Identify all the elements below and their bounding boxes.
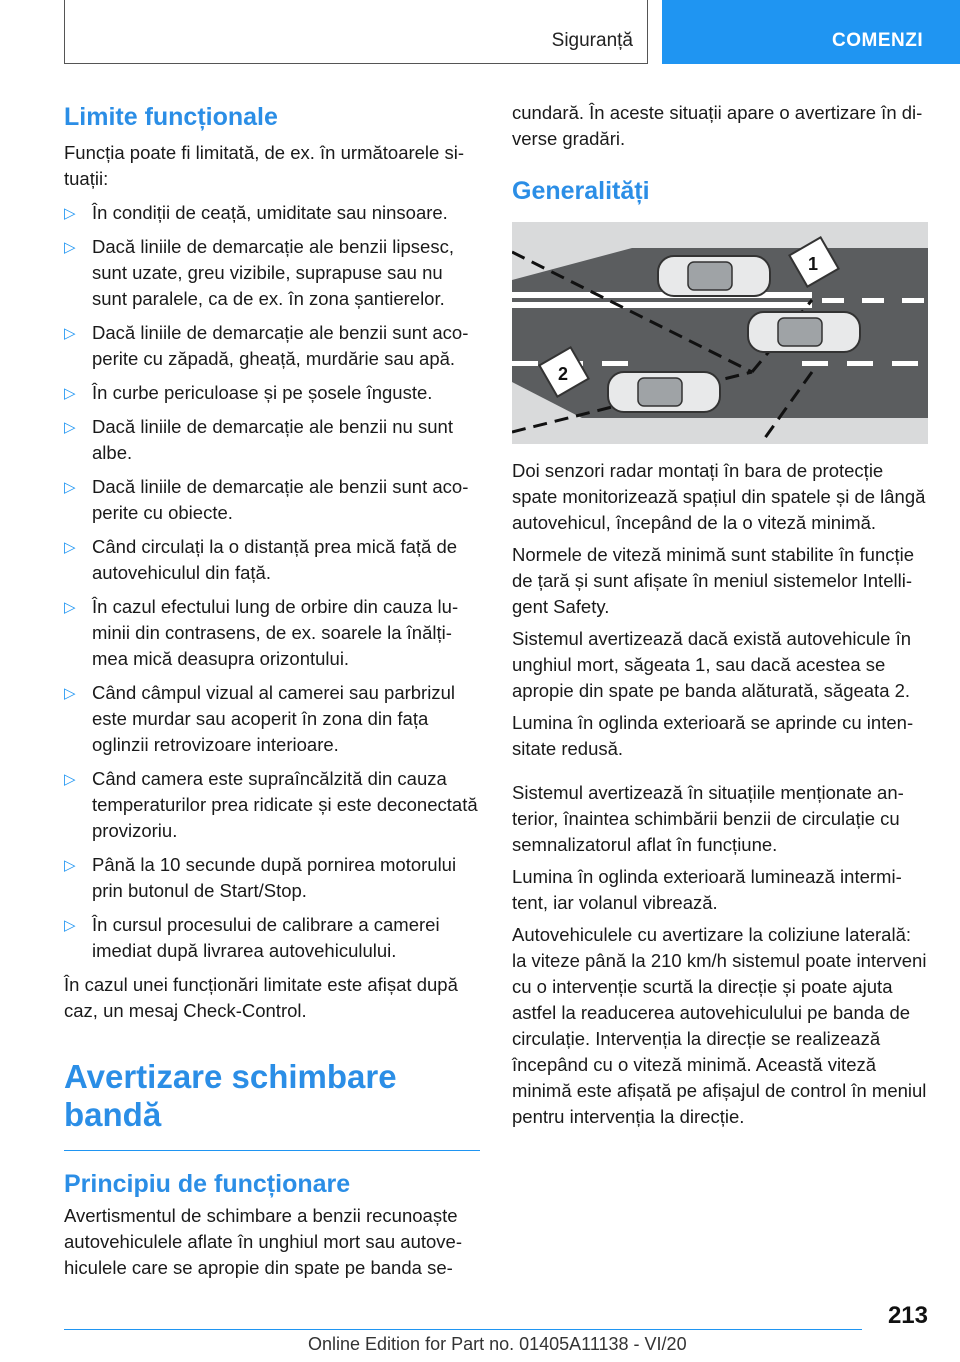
chapter-divider	[64, 1150, 480, 1151]
general-heading: Generalități	[512, 177, 650, 205]
limits-list	[64, 200, 480, 964]
limits-list-item	[64, 912, 480, 964]
page-number: 213	[887, 1302, 928, 1329]
limits-list-text: Când circulați la o distanță prea mică față de autovehiculul din față.	[92, 536, 458, 583]
limits-list-text: În cazul efectului lung de orbire din cauza luminii din contrasens, de ex. soarele la înălțimea mică deasupra orizontului.	[92, 596, 459, 669]
right-paragraphs	[512, 458, 928, 1130]
triangle-bullet-icon: ▷	[64, 205, 76, 222]
triangle-bullet-icon: ▷	[64, 479, 76, 496]
limits-list-item	[64, 414, 480, 466]
arrow-2-label: 2	[558, 364, 569, 384]
triangle-bullet-icon: ▷	[64, 325, 76, 342]
triangle-bullet-icon: ▷	[64, 685, 76, 702]
car-approaching	[608, 372, 720, 412]
principle-text: Avertismentul de schimbare a benzii recunoaște autovehiculele aflate în unghiul mort sau autovehiculele care se apropie din spate pe banda se-	[64, 1205, 463, 1278]
body-paragraph: Sistemul avertizează în situațiile menționate anterior, înaintea schimbării benzii de circulație cu semnalizatorul aflat în funcțiune.	[512, 782, 904, 855]
limits-list-text: Dacă liniile de demarcație ale benzii lipsesc, sunt uzate, greu vizibile, suprapuse sau nu sunt paralele, ca de ex. în zona șantierelor.	[92, 236, 454, 309]
limits-list-item	[64, 534, 480, 586]
arrow-1-label: 1	[808, 254, 819, 274]
solid-line-1	[512, 292, 812, 298]
triangle-bullet-icon: ▷	[64, 771, 76, 788]
car-blind-spot	[658, 256, 770, 296]
limits-list-text: Dacă liniile de demarcație ale benzii nu sunt albe.	[92, 416, 453, 463]
limits-outro: În cazul unei funcționări limitate este afișat după caz, un mesaj Check-Control.	[64, 974, 458, 1021]
car-own	[748, 312, 860, 352]
body-paragraph: Lumina în oglinda exterioară luminează intermitent, iar volanul vibrează.	[512, 866, 902, 913]
body-paragraph: Normele de viteză minimă sunt stabilite în funcție de țară și sunt afișate în meniul sistemelor Intelligent Safety.	[512, 544, 915, 617]
triangle-bullet-icon: ▷	[64, 239, 76, 256]
limits-list-text: Până la 10 secunde după pornirea motorului prin butonul de Start/Stop.	[92, 854, 457, 901]
limits-list-text: În curbe periculoase și pe șosele înguste.	[92, 382, 433, 403]
solid-line-2	[512, 302, 812, 308]
limits-list-item	[64, 200, 480, 226]
triangle-bullet-icon: ▷	[64, 857, 76, 874]
limits-list-item	[64, 594, 480, 672]
limits-list-item	[64, 766, 480, 844]
triangle-bullet-icon: ▷	[64, 917, 76, 934]
limits-list-item	[64, 852, 480, 904]
continued-text: cundară. În aceste situații apare o avertizare în diverse gradări.	[512, 102, 923, 149]
limits-list-item	[64, 380, 480, 406]
triangle-bullet-icon: ▷	[64, 385, 76, 402]
body-paragraph: Sistemul avertizează dacă există autovehicule în unghiul mort, săgeata 1, sau dacă acestea se apropie din spate pe banda alăturată, săgeata 2.	[512, 628, 911, 701]
limits-list-item	[64, 474, 480, 526]
triangle-bullet-icon: ▷	[64, 539, 76, 556]
limits-list-item	[64, 234, 480, 312]
footer-edition: Online Edition for Part no. 01405A11138 - VI/20	[308, 1334, 687, 1354]
chapter-heading: Avertizare schimbare bandă	[64, 1058, 397, 1133]
lane-change-illustration	[512, 222, 928, 444]
header-bar	[64, 0, 648, 64]
body-paragraph: Autovehiculele cu avertizare la coliziune laterală: la viteze până la 210 km/h sistemul poate interveni cu o intervenție scurtă la direcție și poate ajuta astfel la readucerea autovehiculului pe banda de circulație. Intervenția la direcție se realizează începând cu o viteză minimă. Această viteză minimă este afișată pe afișajul de control în meniul pentru intervenția la direcție.	[512, 924, 927, 1127]
limits-list-text: Dacă liniile de demarcație ale benzii sunt acoperite cu obiecte.	[92, 476, 469, 523]
header-chapter-tab[interactable]	[662, 0, 960, 64]
principle-heading: Principiu de funcționare	[64, 1170, 351, 1198]
limits-list-text: Când câmpul vizual al camerei sau parbrizul este murdar sau acoperit în zona din fața oglinzii retrovizoare interioare.	[92, 682, 455, 755]
limits-list-item	[64, 320, 480, 372]
limits-intro: Funcția poate fi limitată, de ex. în următoarele situații:	[64, 142, 465, 189]
body-paragraph: Doi senzori radar montați în bara de protecție spate monitorizează spațiul din spatele și de lângă autovehicul, începând de la o viteză minimă.	[512, 460, 926, 533]
left-column	[64, 100, 480, 1287]
limits-heading: Limite funcționale	[64, 103, 278, 131]
triangle-bullet-icon: ▷	[64, 599, 76, 616]
limits-list-text: Dacă liniile de demarcație ale benzii sunt acoperite cu zăpadă, gheață, murdărie sau apă.	[92, 322, 469, 369]
right-column	[512, 100, 928, 1136]
body-paragraph: Lumina în oglinda exterioară se aprinde cu intensitate redusă.	[512, 712, 914, 759]
limits-list-item	[64, 680, 480, 758]
header-section-title: Siguranță	[551, 30, 633, 51]
limits-list-text: În cursul procesului de calibrare a camerei imediat după livrarea autovehiculului.	[92, 914, 440, 961]
limits-list-text: În condiții de ceață, umiditate sau ninsoare.	[92, 202, 448, 223]
triangle-bullet-icon: ▷	[64, 419, 76, 436]
footer-divider	[64, 1329, 862, 1330]
limits-list-text: Când camera este supraîncălzită din cauza temperaturilor prea ridicate și este deconectată provizoriu.	[92, 768, 478, 841]
header-chapter-label: COMENZI	[832, 30, 924, 51]
